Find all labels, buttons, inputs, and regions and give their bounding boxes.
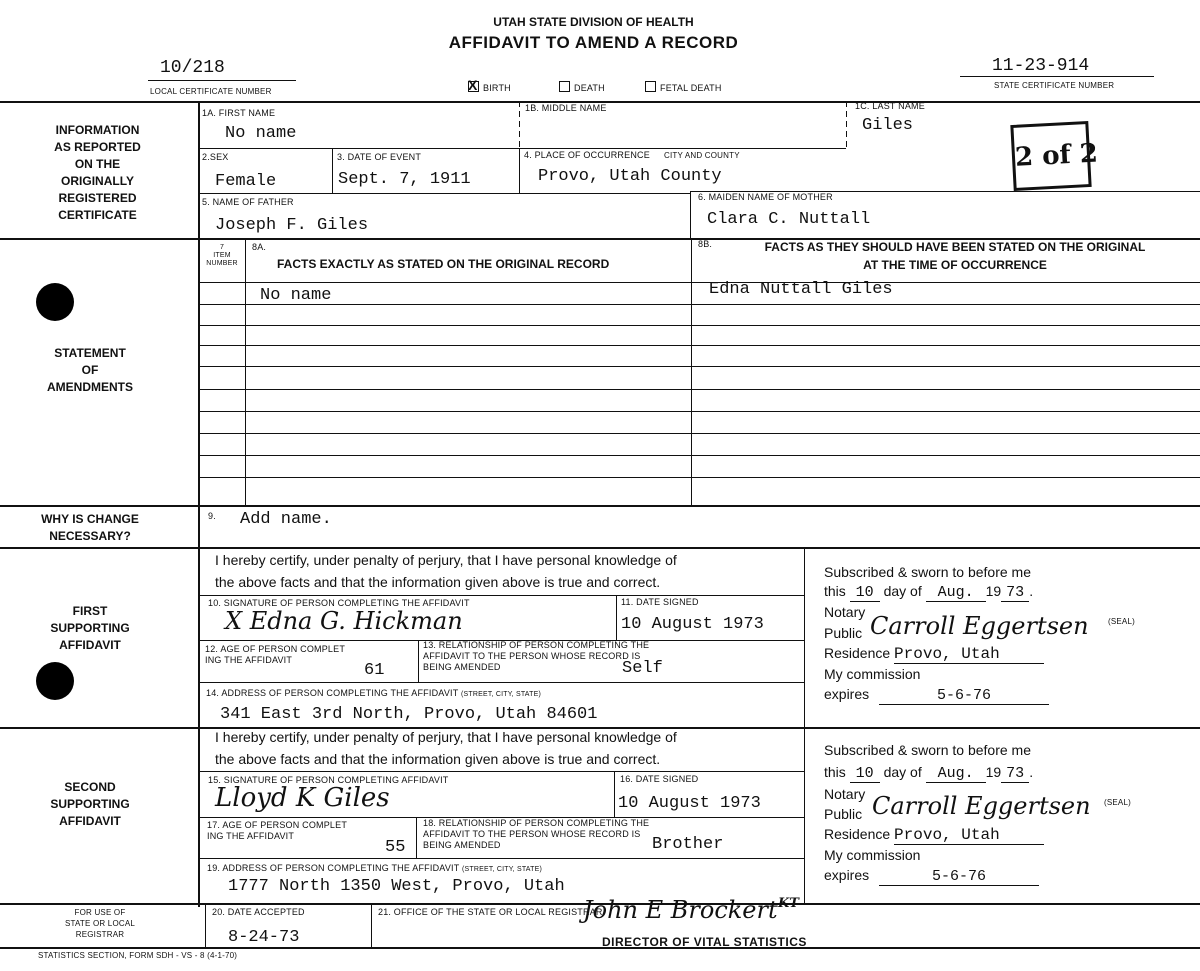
- first-commission-label: My commission: [824, 666, 921, 682]
- second-seal: (SEAL): [1104, 798, 1131, 807]
- second-notary-signature: Carroll Eggertsen: [872, 792, 1091, 820]
- label-second-affidavit: SECOND SUPPORTING AFFIDAVIT: [50, 780, 130, 828]
- mother-label: 6. MAIDEN NAME OF MOTHER: [698, 192, 833, 202]
- why-value: Add name.: [240, 510, 332, 529]
- agency-name: UTAH STATE DIVISION OF HEALTH: [493, 15, 694, 29]
- first-signature-label: 10. SIGNATURE OF PERSON COMPLETING THE AFFIDAVIT: [208, 598, 470, 608]
- second-date-value: 10 August 1973: [618, 794, 761, 813]
- sex-label: 2.SEX: [202, 152, 229, 162]
- second-address-label: 19. ADDRESS OF PERSON COMPLETING THE AFFIDAVIT (STREET, CITY, STATE): [207, 863, 543, 873]
- page-stamp: 2 of 2: [1010, 121, 1091, 191]
- label-registrar: FOR USE OF STATE OR LOCAL REGISTRAR: [64, 908, 136, 939]
- place-value: Provo, Utah County: [538, 167, 722, 186]
- first-certify-text: I hereby certify, under penalty of perjury, that I have personal knowledge of the above facts and that the information given above is true and correct.: [215, 552, 677, 590]
- second-notary-block: Subscribed & sworn to before me: [824, 742, 1031, 758]
- first-expires: expires 5-6-76: [824, 686, 1049, 705]
- date-of-event-value: Sept. 7, 1911: [338, 170, 471, 189]
- first-date-value: 10 August 1973: [621, 615, 764, 634]
- option-fetal-death[interactable]: FETAL DEATH: [645, 81, 722, 93]
- checkbox-checked-icon: X: [468, 77, 478, 93]
- first-notary-signature: Carroll Eggertsen: [870, 612, 1089, 640]
- first-address-value: 341 East 3rd North, Provo, Utah 84601: [220, 705, 598, 724]
- state-certificate-label: STATE CERTIFICATE NUMBER: [994, 81, 1115, 90]
- director-title: DIRECTOR OF VITAL STATISTICS: [602, 935, 807, 949]
- first-notary-block: Subscribed & sworn to before me: [824, 564, 1031, 580]
- state-certificate-number: 11-23-914: [992, 56, 1090, 76]
- option-birth[interactable]: X BIRTH: [468, 77, 511, 93]
- date-accepted-label: 20. DATE ACCEPTED: [212, 907, 305, 917]
- second-age-value: 55: [385, 838, 406, 857]
- label-original-record: INFORMATION AS REPORTED ON THE ORIGINALLY REGISTERED CERTIFICATE: [54, 123, 141, 222]
- first-name-label: 1A. FIRST NAME: [202, 108, 276, 118]
- first-notary-date: this 10 day of Aug. 19 73 .: [824, 583, 1034, 601]
- col-8a-num: 8A.: [252, 242, 267, 252]
- sex-value: Female: [215, 172, 277, 191]
- first-age-label: 12. AGE OF PERSON COMPLET ING THE AFFIDAVIT: [205, 644, 346, 665]
- first-notary-label: Notary: [824, 604, 866, 620]
- registrar-initials: KT: [778, 896, 799, 911]
- father-value: Joseph F. Giles: [215, 216, 369, 235]
- second-signature-label: 15. SIGNATURE OF PERSON COMPLETING AFFIDAVIT: [208, 775, 449, 785]
- checkbox-icon: [645, 81, 656, 92]
- first-age-value: 61: [364, 661, 385, 680]
- first-seal: (SEAL): [1108, 617, 1135, 626]
- option-death[interactable]: DEATH: [559, 81, 605, 93]
- second-relationship-value: Brother: [652, 835, 724, 854]
- date-accepted-value: 8-24-73: [228, 928, 300, 947]
- last-name-value: Giles: [862, 116, 914, 135]
- first-relationship-value: Self: [622, 659, 663, 678]
- second-commission-label: My commission: [824, 847, 921, 863]
- first-address-label: 14. ADDRESS OF PERSON COMPLETING THE AFFIDAVIT (STREET, CITY, STATE): [206, 688, 542, 698]
- first-date-label: 11. DATE SIGNED: [621, 597, 699, 607]
- second-relationship-label: 18. RELATIONSHIP OF PERSON COMPLETING THE AFFIDAVIT TO THE PERSON WHOSE RECORD IS BEING AMENDED: [423, 818, 650, 850]
- date-of-event-label: 3. DATE OF EVENT: [337, 152, 422, 162]
- label-why-change: WHY IS CHANGE NECESSARY?: [41, 512, 139, 543]
- first-relationship-label: 13. RELATIONSHIP OF PERSON COMPLETING THE AFFIDAVIT TO THE PERSON WHOSE RECORD IS BEING AMENDED: [423, 640, 650, 672]
- item-number-label: 7 ITEM NUMBER: [206, 244, 238, 267]
- last-name-label: 1C. LAST NAME: [855, 101, 925, 111]
- local-certificate-number: 10/218: [160, 58, 225, 78]
- col-8b-num: 8B.: [698, 239, 713, 249]
- corrected-value: Edna Nuttall Giles: [709, 280, 893, 299]
- second-expires: expires 5-6-76: [824, 867, 1039, 886]
- punch-hole-icon: [36, 283, 74, 321]
- second-notary-label: Notary: [824, 786, 866, 802]
- middle-name-label: 1B. MIDDLE NAME: [525, 103, 607, 113]
- second-age-label: 17. AGE OF PERSON COMPLET ING THE AFFIDAVIT: [207, 820, 348, 841]
- second-date-label: 16. DATE SIGNED: [620, 774, 699, 784]
- local-certificate-label: LOCAL CERTIFICATE NUMBER: [150, 87, 272, 96]
- col-8a-header: FACTS EXACTLY AS STATED ON THE ORIGINAL RECORD: [277, 257, 610, 271]
- why-num: 9.: [208, 511, 216, 521]
- registrar-signature: John E Brockert: [583, 896, 778, 924]
- col-8b-header: FACTS AS THEY SHOULD HAVE BEEN STATED ON THE ORIGINAL AT THE TIME OF OCCURRENCE: [764, 240, 1146, 272]
- first-public-label: Public: [824, 625, 863, 641]
- form-footer: STATISTICS SECTION, FORM SDH - VS - 8 (4-1-70): [38, 951, 238, 960]
- father-label: 5. NAME OF FATHER: [202, 197, 294, 207]
- first-signature: X Edna G. Hickman: [225, 607, 463, 635]
- original-value: No name: [260, 286, 332, 305]
- second-public-label: Public: [824, 806, 863, 822]
- checkbox-icon: [559, 81, 570, 92]
- second-residence: Residence Provo, Utah: [824, 826, 1044, 845]
- punch-hole-icon: [36, 662, 74, 700]
- label-amendments: STATEMENT OF AMENDMENTS: [47, 346, 133, 394]
- registrar-office-label: 21. OFFICE OF THE STATE OR LOCAL REGISTRAR: [378, 907, 603, 917]
- place-label: 4. PLACE OF OCCURRENCE: [524, 150, 650, 160]
- first-name-value: No name: [225, 124, 297, 143]
- place-sub-label: CITY AND COUNTY: [664, 151, 740, 160]
- second-notary-date: this 10 day of Aug. 19 73 .: [824, 764, 1034, 782]
- label-first-affidavit: FIRST SUPPORTING AFFIDAVIT: [50, 604, 130, 652]
- second-address-value: 1777 North 1350 West, Provo, Utah: [228, 877, 565, 896]
- second-certify-text: I hereby certify, under penalty of perjury, that I have personal knowledge of the above facts and that the information given above is true and correct.: [215, 729, 677, 767]
- first-residence: Residence Provo, Utah: [824, 645, 1044, 664]
- mother-value: Clara C. Nuttall: [707, 210, 871, 229]
- second-signature: Lloyd K Giles: [215, 783, 390, 813]
- form-title: AFFIDAVIT TO AMEND A RECORD: [448, 33, 739, 52]
